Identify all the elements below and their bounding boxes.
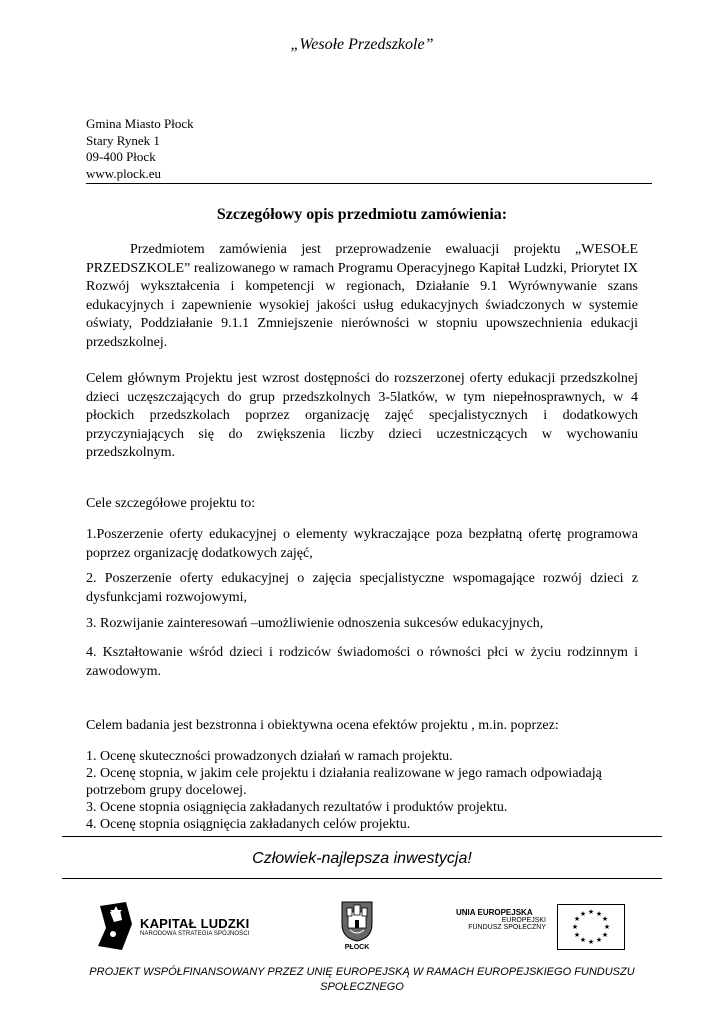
svg-text:★: ★ (601, 931, 609, 939)
research-item-2: 2. Ocenę stopnia, w jakim cele projektu i działania realizowane w jego ramach odpowiadają potrzebom grupy docelowej. (86, 766, 602, 798)
address-divider (86, 183, 652, 184)
plock-label: PŁOCK (344, 944, 370, 951)
research-item-1: 1. Ocenę skuteczności prowadzonych działań w ramach projektu. (86, 749, 453, 764)
research-intro-text: Celem badania jest bezstronna i obiektywna ocena efektów projektu , m.in. poprzez: (86, 718, 559, 733)
eu-fund-line1: EUROPEJSKI (501, 917, 546, 924)
slogan-bottom-divider (62, 878, 662, 879)
svg-text:★: ★ (603, 923, 611, 931)
svg-text:★: ★ (573, 931, 581, 939)
plock-coat-of-arms-icon (340, 900, 374, 942)
address-line-city: 09-400 Płock (86, 149, 156, 164)
goal-item-4 (86, 644, 638, 681)
goal-item-2-text: 2. Poszerzenie oferty edukacyjnej o zajęcia specjalistyczne wspomagające rozwój dzieci z dysfunkcjami rozwojowymi, (86, 571, 638, 605)
svg-text:★: ★ (579, 910, 587, 918)
address-line-street: Stary Rynek 1 (86, 132, 160, 148)
paragraph-main-goal (86, 370, 638, 463)
research-item-4: 4. Ocenę stopnia osiągnięcia zakładanych celów projektu. (86, 817, 411, 832)
kapital-ludzki-subtitle: NARODOWA STRATEGIA SPÓJNOŚCI (140, 931, 250, 937)
svg-text:★: ★ (587, 908, 595, 916)
svg-text:★: ★ (573, 915, 581, 923)
address-line-website: www.plock.eu (86, 165, 161, 181)
svg-text:★: ★ (587, 938, 595, 946)
eu-fund-line2: FUNDUSZ SPOŁECZNY (468, 924, 546, 931)
footer-line-2: SPOŁECZNEGO (320, 981, 404, 993)
kapital-ludzki-text (140, 916, 249, 937)
goal-item-1-text: 1.Poszerzenie oferty edukacyjnej o elementy wykraczające poza bezpłatną ofertę programowa poprzez organizację dodatkowych zajęć, (86, 527, 638, 561)
svg-text:★: ★ (595, 910, 603, 918)
research-list (86, 748, 646, 833)
research-item-3: 3. Ocene stopnia osiągnięcia zakładanych rezultatów i produktów projektu. (86, 800, 508, 815)
eu-title: UNIA EUROPEJSKA (456, 908, 533, 917)
research-intro (86, 717, 638, 736)
goals-intro (86, 495, 638, 514)
paragraph-main-goal-text: Celem głównym Projektu jest wzrost dostępności do rozszerzonej oferty edukacji przedszkolnej dzieci uczęszczających do grup przedszkolnych 3-5latków, w tym niepełnosprawnych, w 4 płockich przedszkolach poprzez organizację zajęć specjalistycznych i dodatkowych przyczyniających się do zwiększenia liczby dzieci uczestniczących w wychowaniu przedszkolnym. (86, 371, 638, 460)
goals-intro-text: Cele szczegółowe projektu to: (86, 496, 256, 511)
svg-text:★: ★ (571, 923, 579, 931)
goal-item-2 (86, 570, 638, 607)
eu-flag-icon (557, 904, 625, 950)
paragraph-subject (86, 241, 638, 352)
svg-text:★: ★ (595, 936, 603, 944)
goal-item-4-text: 4. Kształtowanie wśród dzieci i rodziców świadomości o równości płci w życiu rodzinnym i zawodowym. (86, 645, 638, 679)
kapital-ludzki-title: KAPITAŁ LUDZKI (140, 916, 250, 931)
svg-text:★: ★ (601, 915, 609, 923)
address-block (86, 116, 194, 182)
address-line-name: Gmina Miasto Płock (86, 116, 194, 131)
document-header-title: „Wesołe Przedszkole” (290, 36, 434, 53)
eu-text-block (456, 908, 546, 931)
logos-row (0, 898, 724, 958)
goal-item-3 (86, 615, 638, 634)
goal-item-1 (86, 526, 638, 563)
slogan: Człowiek-najlepsza inwestycja! (252, 850, 472, 867)
slogan-top-divider (62, 836, 662, 837)
footer-cofinancing-note (80, 965, 644, 995)
svg-text:★: ★ (579, 936, 587, 944)
paragraph-subject-text: Przedmiotem zamówienia jest przeprowadzenie ewaluacji projektu „WESOŁE PRZEDSZKOLE” realizowanego w ramach Programu Operacyjnego Kapitał Ludzki, Priorytet IX Rozwój wykształcenia i kompetencji w regionach, Działanie 9.1 Wyrównywanie szans edukacyjnych i zapewnienie wysokiej jakości usług edukacyjnych świadczonych w systemie oświaty, Poddziałanie 9.1.1 Zmniejszenie nierówności w stopniu upowszechnienia edukacji przedszkolnej. (86, 242, 638, 350)
page-heading: Szczegółowy opis przedmiotu zamówienia: (216, 206, 508, 223)
kapital-ludzki-logo-icon (96, 900, 136, 952)
goal-item-3-text: 3. Rozwijanie zainteresowań –umożliwienie odnoszenia sukcesów edukacyjnych, (86, 616, 544, 631)
footer-line-1: PROJEKT WSPÓŁFINANSOWANY PRZEZ UNIĘ EUROPEJSKĄ W RAMACH EUROPEJSKIEGO FUNDUSZU (89, 966, 635, 978)
